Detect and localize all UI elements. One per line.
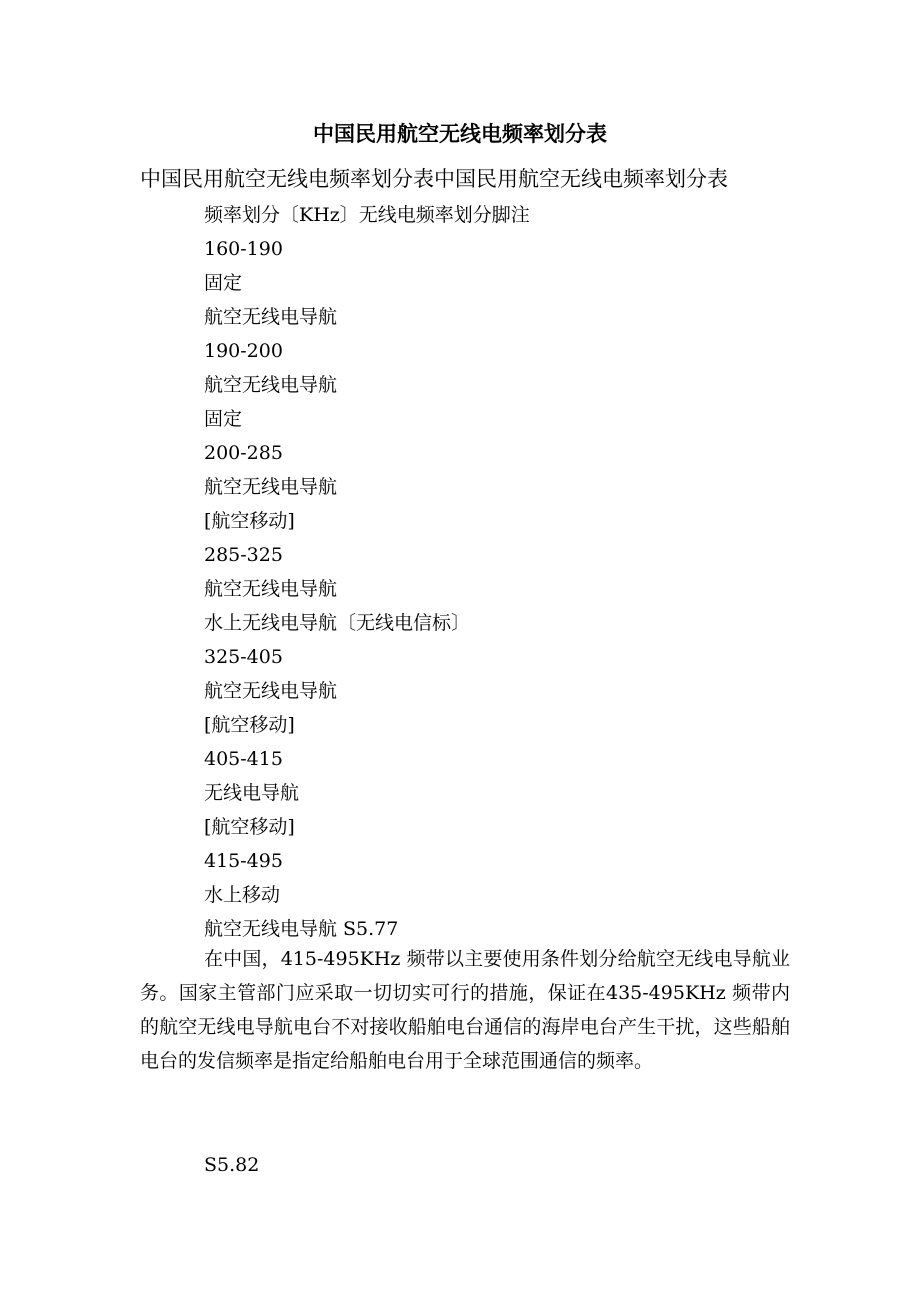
list-line: 航空无线电导航: [204, 374, 338, 396]
list-line: [航空移动]: [204, 714, 295, 736]
list-line: 水上无线电导航〔无线电信标〕: [204, 612, 471, 634]
list-line: 航空无线电导航: [204, 306, 338, 328]
footnote-label: S5.82: [204, 1154, 260, 1176]
list-line: [航空移动]: [204, 816, 295, 838]
list-line: 160-190: [204, 238, 283, 260]
document-title: 中国民用航空无线电频率划分表: [313, 121, 607, 146]
list-line: 水上移动: [204, 884, 281, 906]
frequency-allocation-list: [204, 198, 530, 946]
list-line: [航空移动]: [204, 510, 295, 532]
document-subtitle: 中国民用航空无线电频率划分表中国民用航空无线电频率划分表: [140, 167, 728, 191]
list-line: 325-405: [204, 646, 283, 668]
list-line: 无线电导航: [204, 782, 300, 804]
list-line: 190-200: [204, 340, 283, 362]
list-line: 航空无线电导航 S5.77: [204, 918, 399, 940]
list-line: 航空无线电导航: [204, 476, 338, 498]
list-line: 航空无线电导航: [204, 680, 338, 702]
list-line: 固定: [204, 408, 243, 430]
list-line: 285-325: [204, 544, 283, 566]
list-line: 固定: [204, 272, 243, 294]
list-line: 415-495: [204, 850, 283, 872]
list-line-header: 频率划分〔KHz〕无线电频率划分脚注: [204, 204, 530, 226]
list-line: 200-285: [204, 442, 283, 464]
list-line: 航空无线电导航: [204, 578, 338, 600]
body-paragraph: 在中国，415-495KHz 频带以主要使用条件划分给航空无线电导航业务。国家主管部门应采取一切切实可行的措施，保证在435-495KHz 频带内的航空无线电导航电台不对接收船舶电台通信的海岸电台产生干扰，这些船舶电台的发信频率是指定给船舶电台用于全球范围通信的频率。: [140, 948, 790, 1072]
list-line: 405-415: [204, 748, 283, 770]
